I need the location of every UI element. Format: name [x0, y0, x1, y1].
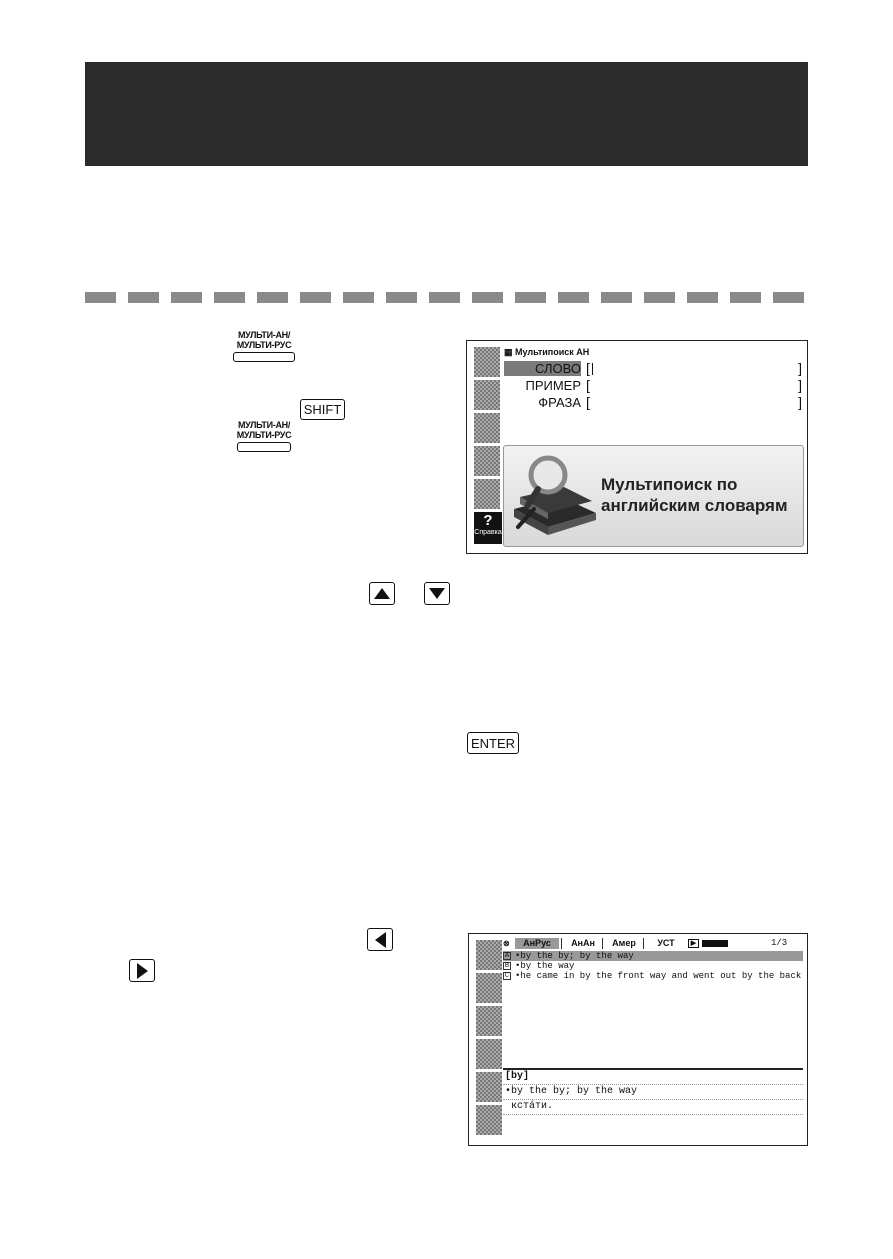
key-label-top: МУЛЬТИ-АН/	[237, 420, 291, 430]
field-label: ПРИМЕР	[525, 378, 581, 393]
side-tile[interactable]	[474, 446, 500, 476]
key-button[interactable]	[233, 352, 295, 362]
text-cursor	[592, 363, 593, 375]
bracket-close: ]	[798, 360, 802, 376]
help-label: Справка	[474, 529, 502, 536]
key-label-bottom: МУЛЬТИ-РУС	[236, 339, 292, 350]
preview-phrase: •by the by; by the way	[503, 1085, 803, 1100]
side-tile[interactable]	[476, 940, 502, 970]
dictionary-tabs	[503, 938, 803, 950]
tab-separator	[602, 938, 603, 949]
field-word[interactable]	[504, 361, 802, 377]
down-arrow-icon	[429, 588, 445, 599]
tab-separator	[561, 938, 562, 949]
banner-line-1: Мультипоиск по	[601, 475, 738, 494]
field-label: ФРАЗА	[538, 395, 581, 410]
preview-pane	[503, 1070, 803, 1115]
result-row-a[interactable]	[503, 951, 803, 961]
page-counter: 1/3	[771, 938, 788, 948]
row-letter: C	[504, 972, 510, 980]
side-tile[interactable]	[474, 380, 500, 410]
section-divider	[85, 292, 808, 303]
side-tile[interactable]	[476, 973, 502, 1003]
help-button[interactable]	[474, 512, 502, 544]
side-tile[interactable]	[476, 1039, 502, 1069]
side-tile[interactable]	[476, 1006, 502, 1036]
key-button[interactable]	[237, 442, 291, 452]
result-row-c[interactable]	[503, 971, 803, 981]
side-tiles	[474, 347, 500, 512]
key-label-top: МУЛЬТИ-АН/	[237, 330, 291, 340]
multisearch-banner	[503, 445, 804, 547]
banner-line-2: английским словарям	[601, 496, 788, 515]
bracket-close: ]	[798, 394, 802, 410]
bracket-open: [	[586, 360, 590, 376]
side-tile[interactable]	[476, 1072, 502, 1102]
scroll-bar-icon	[702, 940, 728, 947]
row-text: •by the way	[515, 961, 575, 971]
side-tile[interactable]	[474, 347, 500, 377]
side-tile[interactable]	[476, 1105, 502, 1135]
left-arrow-icon	[375, 932, 386, 948]
tab-amer[interactable]: Амер	[612, 938, 636, 948]
side-tile[interactable]	[474, 413, 500, 443]
up-arrow-icon	[374, 588, 390, 599]
row-letter: A	[504, 952, 510, 960]
result-row-b[interactable]	[503, 961, 803, 971]
header-bar	[85, 62, 808, 166]
side-tiles	[476, 940, 502, 1138]
results-screen	[468, 933, 808, 1146]
up-arrow-key[interactable]	[369, 582, 395, 605]
tab-anan[interactable]: АнАн	[571, 938, 595, 948]
multisearch-screen	[466, 340, 808, 554]
back-icon[interactable]: ⊗	[503, 939, 510, 948]
grid-icon: ▦	[504, 347, 516, 357]
field-example[interactable]	[504, 378, 802, 394]
side-tile[interactable]	[474, 479, 500, 509]
right-arrow-icon	[137, 963, 148, 979]
tab-ust[interactable]: УСТ	[657, 938, 675, 948]
bracket-close: ]	[798, 377, 802, 393]
tab-anrus[interactable]: АнРус	[515, 938, 559, 949]
tab-separator	[643, 938, 644, 949]
down-arrow-key[interactable]	[424, 582, 450, 605]
help-icon: ?	[483, 512, 493, 529]
bracket-open: [	[586, 377, 590, 393]
field-label: СЛОВО	[504, 361, 581, 376]
row-letter: B	[504, 962, 510, 970]
banner-text	[601, 474, 788, 516]
headword: [by]	[503, 1070, 803, 1085]
left-arrow-key[interactable]	[367, 928, 393, 951]
field-phrase[interactable]	[504, 395, 802, 411]
enter-key[interactable]: ENTER	[467, 732, 519, 754]
result-list	[503, 951, 803, 981]
screen-title	[504, 347, 589, 358]
play-icon[interactable]: ▶	[688, 939, 699, 948]
preview-translation: кстáти.	[503, 1100, 803, 1115]
books-magnifier-icon	[506, 447, 601, 545]
key-label-bottom: МУЛЬТИ-РУС	[236, 429, 292, 440]
shift-key[interactable]: SHIFT	[300, 399, 345, 420]
multi-key-2[interactable]	[226, 421, 302, 452]
row-text: •by the by; by the way	[515, 951, 634, 961]
right-arrow-key[interactable]	[129, 959, 155, 982]
bracket-open: [	[586, 394, 590, 410]
screen-title-text: Мультипоиск АН	[515, 347, 590, 357]
row-text: •he came in by the front way and went out by the back	[515, 971, 802, 981]
multi-key-1[interactable]	[226, 331, 302, 362]
